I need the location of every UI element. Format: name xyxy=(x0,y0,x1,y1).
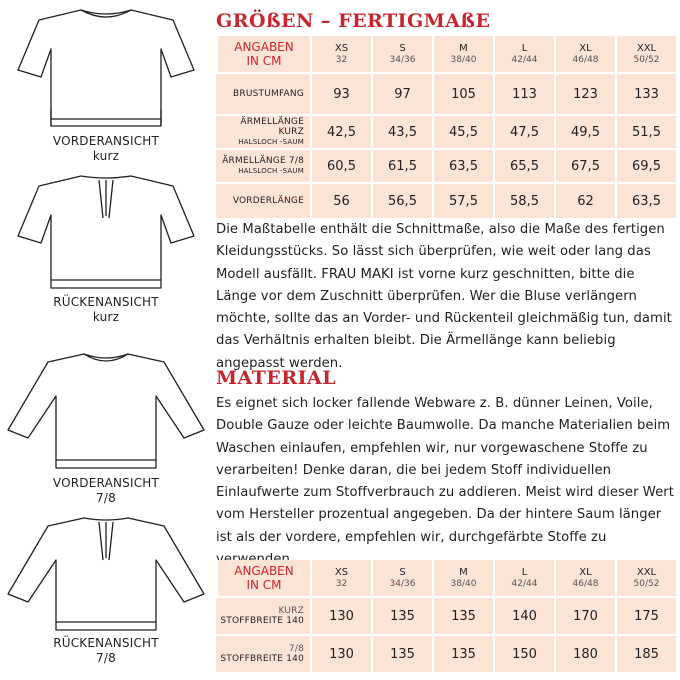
fabric-table xyxy=(216,560,676,674)
figure-caption-line2: 7/8 xyxy=(96,651,116,665)
size-number: 38/40 xyxy=(450,579,477,589)
table-cell: 69,5 xyxy=(615,150,676,184)
row-label-text: VORDERLÄNGE xyxy=(232,196,304,206)
table-cell: 43,5 xyxy=(371,116,432,150)
row-label xyxy=(216,184,310,220)
size-name: S xyxy=(399,43,406,54)
header-label xyxy=(216,560,310,598)
table-cell: 135 xyxy=(371,598,432,636)
size-col-xl xyxy=(554,560,615,598)
figure-caption-line1: VORDERANSICHT xyxy=(52,476,160,490)
size-number: 50/52 xyxy=(633,55,660,65)
table-row-fabric-long xyxy=(216,636,676,674)
header-label-line1: ANGABEN xyxy=(234,40,294,54)
table-row-fabric-short xyxy=(216,598,676,636)
row-fabric-width: 140 xyxy=(286,654,304,664)
table-cell: 45,5 xyxy=(432,116,493,150)
row-label-text: ÄRMELLÄNGE KURZ xyxy=(240,117,304,137)
table-cell: 93 xyxy=(310,74,371,116)
size-col-xl xyxy=(554,36,615,74)
size-name: XL xyxy=(579,567,592,578)
figure-caption-line1: RÜCKENANSICHT xyxy=(53,295,159,309)
size-table-header xyxy=(216,36,676,74)
table-cell: 150 xyxy=(493,636,554,674)
table-cell: 67,5 xyxy=(554,150,615,184)
table-cell: 97 xyxy=(371,74,432,116)
table-cell: 49,5 xyxy=(554,116,615,150)
size-number: 38/40 xyxy=(450,55,477,65)
header-label-line2: IN CM xyxy=(246,578,282,592)
size-number: 42/44 xyxy=(511,55,538,65)
figure-back-short xyxy=(0,170,212,325)
table-cell: 123 xyxy=(554,74,615,116)
table-cell: 60,5 xyxy=(310,150,371,184)
size-col-m xyxy=(432,36,493,74)
size-col-m xyxy=(432,560,493,598)
header-label-line1: ANGABEN xyxy=(234,564,294,578)
table-cell: 51,5 xyxy=(615,116,676,150)
table-cell: 185 xyxy=(615,636,676,674)
size-col-s xyxy=(371,560,432,598)
header-label-line2: IN CM xyxy=(246,54,282,68)
row-label-text: STOFFBREITE xyxy=(220,654,284,664)
size-col-xs xyxy=(310,36,371,74)
table-cell: 56,5 xyxy=(371,184,432,220)
table-cell: 56 xyxy=(310,184,371,220)
row-label-text: ÄRMELLÄNGE 7/8 xyxy=(222,156,304,166)
table-cell: 133 xyxy=(615,74,676,116)
table-cell: 140 xyxy=(493,598,554,636)
figure-back-long xyxy=(0,512,212,666)
size-col-s xyxy=(371,36,432,74)
size-name: XXL xyxy=(636,43,657,54)
header-label xyxy=(216,36,310,74)
fabric-table-header xyxy=(216,560,676,598)
row-label xyxy=(216,74,310,116)
size-col-xxl xyxy=(615,36,676,74)
row-sublabel: HALSLOCH -SAUM xyxy=(238,167,304,175)
row-label xyxy=(216,598,310,636)
table-row-front-length xyxy=(216,184,676,220)
size-number: 34/36 xyxy=(389,579,416,589)
table-row-sleeve-short xyxy=(216,116,676,150)
size-name: M xyxy=(459,43,468,54)
figure-caption-line2: kurz xyxy=(92,149,120,163)
table-cell: 130 xyxy=(310,598,371,636)
row-fabric-width: 140 xyxy=(286,616,304,626)
size-name: L xyxy=(521,43,528,54)
table-cell: 170 xyxy=(554,598,615,636)
back-long-sleeve-blouse-icon xyxy=(4,512,208,636)
table-cell: 62 xyxy=(554,184,615,220)
table-cell: 135 xyxy=(432,636,493,674)
table-row-sleeve-long xyxy=(216,150,676,184)
section-title-material: MATERIAL xyxy=(216,367,337,389)
size-number: 34/36 xyxy=(389,55,416,65)
size-name: M xyxy=(459,567,468,578)
table-cell: 63,5 xyxy=(615,184,676,220)
back-short-blouse-icon xyxy=(11,170,201,295)
size-name: XXL xyxy=(636,567,657,578)
size-name: XL xyxy=(579,43,592,54)
size-col-xxl xyxy=(615,560,676,598)
table-cell: 105 xyxy=(432,74,493,116)
size-name: XS xyxy=(334,43,349,54)
sizes-description: Die Maßtabelle enthält die Schnittmaße, also die Maße des fertigen Kleidungsstücks. So lässt sich überprüfen, wie weit oder lang das Modell ausfällt. FRAU MAKI ist vorne kurz geschnitten, bitte die Länge vor dem Zuschnitt überprüfen. Wer die Bluse verlängern möchte, sollte das an Vorder- und Rückenteil gleichmäßig tun, damit das Verhältnis erhalten bleibt. Die Ärmellänge kann beliebig angepasst werden. xyxy=(216,222,672,371)
figure-caption-line1: VORDERANSICHT xyxy=(52,134,160,148)
row-variant: 7/8 xyxy=(288,644,304,654)
table-cell: 61,5 xyxy=(371,150,432,184)
size-number: 50/52 xyxy=(633,579,660,589)
size-number: 32 xyxy=(335,579,348,589)
row-label xyxy=(216,116,310,150)
table-cell: 175 xyxy=(615,598,676,636)
row-label xyxy=(216,150,310,184)
table-cell: 135 xyxy=(432,598,493,636)
size-table xyxy=(216,36,676,220)
table-row-chest xyxy=(216,74,676,116)
figure-caption-line1: RÜCKENANSICHT xyxy=(53,636,159,650)
table-cell: 65,5 xyxy=(493,150,554,184)
figure-caption-line2: 7/8 xyxy=(96,491,116,505)
row-label-text: STOFFBREITE xyxy=(220,616,284,626)
size-name: L xyxy=(521,567,528,578)
size-col-l xyxy=(493,36,554,74)
front-long-sleeve-blouse-icon xyxy=(4,348,208,476)
size-col-l xyxy=(493,560,554,598)
table-cell: 42,5 xyxy=(310,116,371,150)
size-number: 32 xyxy=(335,55,348,65)
row-label xyxy=(216,636,310,674)
table-cell: 180 xyxy=(554,636,615,674)
size-name: XS xyxy=(334,567,349,578)
row-variant: KURZ xyxy=(278,606,304,616)
figure-front-long xyxy=(0,348,212,506)
table-cell: 57,5 xyxy=(432,184,493,220)
size-number: 42/44 xyxy=(511,579,538,589)
size-number: 46/48 xyxy=(572,55,599,65)
size-name: S xyxy=(399,567,406,578)
table-cell: 58,5 xyxy=(493,184,554,220)
size-col-xs xyxy=(310,560,371,598)
size-number: 46/48 xyxy=(572,579,599,589)
row-label-text: BRUSTUMFANG xyxy=(233,89,304,99)
table-cell: 63,5 xyxy=(432,150,493,184)
table-cell: 47,5 xyxy=(493,116,554,150)
table-cell: 113 xyxy=(493,74,554,116)
figure-front-short xyxy=(0,4,212,164)
material-description: Es eignet sich locker fallende Webware z. B. dünner Leinen, Voile, Double Gauze oder leichte Baumwolle. Da manche Materialien beim Waschen einlaufen, empfehlen wir, nur vorgewaschene Stoffe zu verarbeiten! Denke daran, die bei jedem Stoff individuellen Einlaufwerte zum Stoffverbrauch zu addieren. Meist wird dieser Wert vom Hersteller prozentual angegeben. Da der hintere Saum länger ist als der vordere, empfehlen wir, durchgefärbte Stoffe zu xyxy=(216,396,674,545)
table-cell: 130 xyxy=(310,636,371,674)
technical-drawings xyxy=(0,0,212,680)
figure-caption-line2: kurz xyxy=(92,310,120,324)
table-cell: 135 xyxy=(371,636,432,674)
row-sublabel: HALSLOCH -SAUM xyxy=(238,138,304,146)
front-short-blouse-icon xyxy=(11,4,201,134)
section-title-sizes: GRÖßEN – FERTIGMAßE xyxy=(216,10,491,32)
